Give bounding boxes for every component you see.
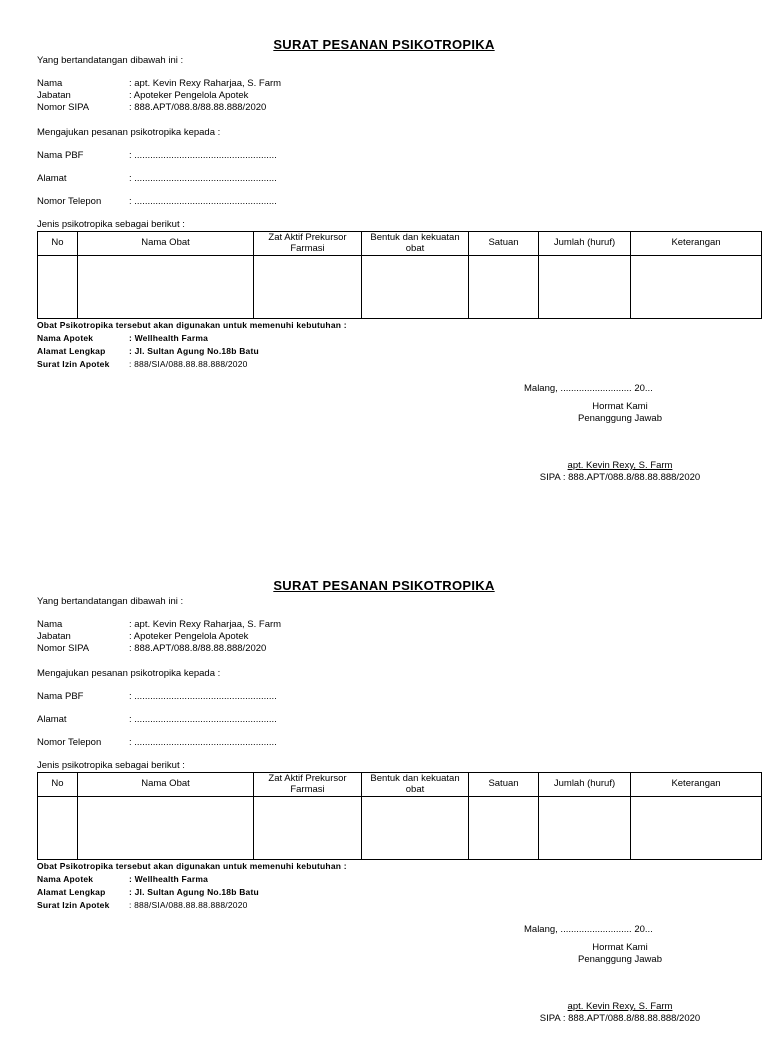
col-header-remarks: Keterangan: [631, 232, 762, 256]
apotek-address-label: Alamat Lengkap: [37, 887, 106, 897]
place-date: Malang, ........................... 20...: [524, 383, 653, 394]
col-header-no: No: [38, 232, 78, 256]
pbf-name-field: : ......................................................: [129, 691, 277, 702]
order-form-2: [0, 541, 768, 1053]
signer-signature-name: apt. Kevin Rexy, S. Farm: [567, 1001, 673, 1012]
table-cell: [78, 256, 254, 319]
signer-sipa-value: : 888.APT/088.8/88.88.888/2020: [129, 643, 267, 654]
apotek-license-label: Surat Izin Apotek: [37, 359, 110, 369]
apotek-address-value: : Jl. Sultan Agung No.18b Batu: [129, 346, 259, 356]
pbf-address-field: : ......................................................: [129, 714, 277, 725]
apotek-name-value: : Wellhealth Farma: [129, 874, 209, 884]
table-cell: [38, 797, 78, 860]
role-text: Penanggung Jawab: [578, 413, 662, 424]
place-date: Malang, ........................... 20...: [524, 924, 653, 935]
table-cell: [78, 797, 254, 860]
table-header-row: [38, 773, 762, 797]
signer-name-value: : apt. Kevin Rexy Raharjaa, S. Farm: [129, 78, 282, 89]
pbf-phone-field: : ......................................................: [129, 196, 277, 207]
table-cell: [362, 797, 469, 860]
table-cell: [38, 256, 78, 319]
table-cell: [539, 797, 631, 860]
signer-signature-sipa: SIPA : 888.APT/088.8/88.88.888/2020: [539, 472, 701, 483]
pbf-address-label: Alamat: [37, 173, 67, 184]
table-cell: [362, 256, 469, 319]
apotek-address-value: : Jl. Sultan Agung No.18b Batu: [129, 887, 259, 897]
col-header-active-substance: Zat Aktif Prekursor Farmasi: [254, 232, 362, 256]
pbf-name-label: Nama PBF: [37, 691, 84, 702]
table-cell: [631, 256, 762, 319]
apotek-name-label: Nama Apotek: [37, 874, 94, 884]
signer-sipa-label: Nomor SIPA: [37, 102, 90, 113]
usage-line: Obat Psikotropika tersebut akan digunakan untuk memenuhi kebutuhan :: [37, 320, 347, 330]
apotek-name-label: Nama Apotek: [37, 333, 94, 343]
regards-text: Hormat Kami: [592, 401, 648, 412]
pbf-phone-label: Nomor Telepon: [37, 196, 102, 207]
signer-position-label: Jabatan: [37, 631, 71, 642]
table-row: [38, 797, 762, 860]
table-cell: [469, 256, 539, 319]
pbf-address-field: : ......................................................: [129, 173, 277, 184]
signer-name-label: Nama: [37, 78, 63, 89]
pbf-name-label: Nama PBF: [37, 150, 84, 161]
signer-position-label: Jabatan: [37, 90, 71, 101]
signer-position-value: : Apoteker Pengelola Apotek: [129, 631, 249, 642]
order-form-1: [0, 0, 768, 512]
col-header-no: No: [38, 773, 78, 797]
form-title: SURAT PESANAN PSIKOTROPIKA: [273, 37, 495, 52]
intro-text: Yang bertandatangan dibawah ini :: [37, 55, 184, 66]
apotek-license-value: : 888/SIA/088.88.88.888/2020: [129, 359, 248, 369]
intro-text: Yang bertandatangan dibawah ini :: [37, 596, 184, 607]
signer-name-label: Nama: [37, 619, 63, 630]
col-header-active-substance: Zat Aktif Prekursor Farmasi: [254, 773, 362, 797]
col-header-unit: Satuan: [469, 232, 539, 256]
pbf-phone-field: : ......................................................: [129, 737, 277, 748]
table-cell: [631, 797, 762, 860]
table-caption: Jenis psikotropika sebagai berikut :: [37, 760, 185, 771]
apotek-address-label: Alamat Lengkap: [37, 346, 106, 356]
table-cell: [469, 797, 539, 860]
col-header-quantity: Jumlah (huruf): [539, 232, 631, 256]
signer-sipa-label: Nomor SIPA: [37, 643, 90, 654]
request-line: Mengajukan pesanan psikotropika kepada :: [37, 127, 221, 138]
signer-signature-name: apt. Kevin Rexy, S. Farm: [567, 460, 673, 471]
request-line: Mengajukan pesanan psikotropika kepada :: [37, 668, 221, 679]
apotek-license-value: : 888/SIA/088.88.88.888/2020: [129, 900, 248, 910]
col-header-remarks: Keterangan: [631, 773, 762, 797]
order-table: [37, 772, 762, 860]
apotek-license-label: Surat Izin Apotek: [37, 900, 110, 910]
role-text: Penanggung Jawab: [578, 954, 662, 965]
table-cell: [254, 256, 362, 319]
signer-name-value: : apt. Kevin Rexy Raharjaa, S. Farm: [129, 619, 282, 630]
col-header-dosage-form: Bentuk dan kekuatan obat: [362, 773, 469, 797]
col-header-drug-name: Nama Obat: [78, 232, 254, 256]
col-header-drug-name: Nama Obat: [78, 773, 254, 797]
pbf-address-label: Alamat: [37, 714, 67, 725]
table-row: [38, 256, 762, 319]
order-table: [37, 231, 762, 319]
col-header-unit: Satuan: [469, 773, 539, 797]
signer-signature-sipa: SIPA : 888.APT/088.8/88.88.888/2020: [539, 1013, 701, 1024]
col-header-dosage-form: Bentuk dan kekuatan obat: [362, 232, 469, 256]
pbf-phone-label: Nomor Telepon: [37, 737, 102, 748]
table-cell: [539, 256, 631, 319]
col-header-quantity: Jumlah (huruf): [539, 773, 631, 797]
table-caption: Jenis psikotropika sebagai berikut :: [37, 219, 185, 230]
signer-sipa-value: : 888.APT/088.8/88.88.888/2020: [129, 102, 267, 113]
table-cell: [254, 797, 362, 860]
signer-position-value: : Apoteker Pengelola Apotek: [129, 90, 249, 101]
apotek-name-value: : Wellhealth Farma: [129, 333, 209, 343]
table-header-row: [38, 232, 762, 256]
form-title: SURAT PESANAN PSIKOTROPIKA: [273, 578, 495, 593]
usage-line: Obat Psikotropika tersebut akan digunakan untuk memenuhi kebutuhan :: [37, 861, 347, 871]
pbf-name-field: : ......................................................: [129, 150, 277, 161]
regards-text: Hormat Kami: [592, 942, 648, 953]
